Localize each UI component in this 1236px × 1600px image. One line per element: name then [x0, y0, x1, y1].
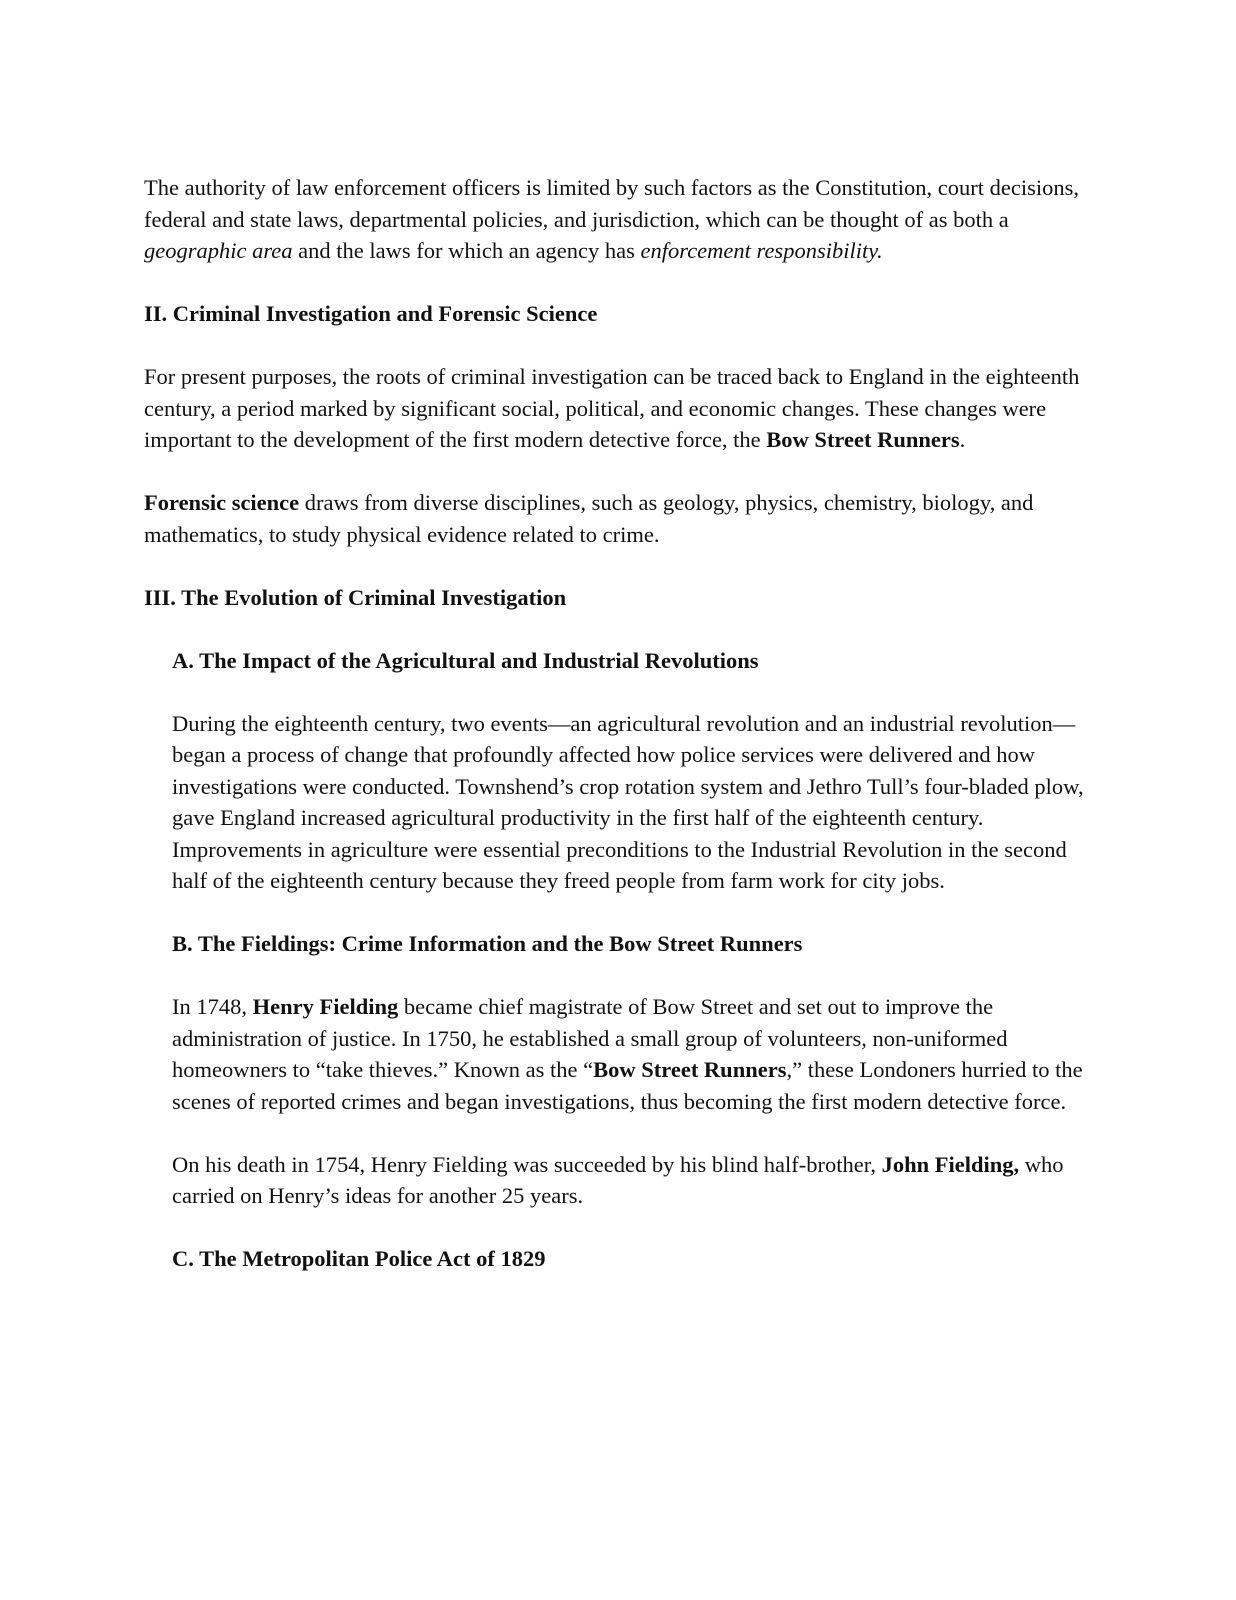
- bold-term-john-fielding: John Fielding,: [881, 1151, 1020, 1177]
- subsection-c: [144, 1243, 1104, 1275]
- bold-term-bow-street-runners: Bow Street Runners: [766, 427, 960, 452]
- text-run: For present purposes, the roots of criminal investigation can be traced back to England in the eighteenth century, a period marked by significant social, political, and economic changes. These changes were important to the development of the first modern detective force, the: [144, 364, 1080, 452]
- paragraph-john-fielding: [172, 1149, 1104, 1212]
- bold-term-henry-fielding: Henry Fielding: [252, 994, 399, 1019]
- emphasis-geographic-area: geographic area: [144, 238, 293, 263]
- subsection-heading-fieldings: B. The Fieldings: Crime Information and the Bow Street Runners: [172, 931, 803, 956]
- paragraph-roots-of-investigation: [144, 361, 1104, 456]
- paragraph-revolutions: During the eighteenth century, two events—an agricultural revolution and an industrial revolution—began a process of change that profoundly affected how police services were delivered and how investigations were conducted. Townshend’s crop rotation system and Jethro Tull’s four-bladed plow, gave England increased agricultural productivity in the first half of the eighteenth century. Improvements in agriculture were essential preconditions to the Industrial Revolution in the second half of the eighteenth century because they freed people from farm work for city jobs.: [172, 710, 1084, 893]
- paragraph-forensic-science: [144, 487, 1104, 550]
- document-page: [144, 172, 1104, 1306]
- emphasis-enforcement-responsibility: enforcement responsibility.: [640, 238, 883, 263]
- text-run: became chief magistrate of Bow Street and set out to improve the administration of justice. In 1750, he established a small group of volunteers, non-uniformed homeowners to “take thieves.” Known as the “: [172, 994, 1008, 1082]
- subsection-b: [144, 928, 1104, 1212]
- text-run: The authority of law enforcement officers is limited by such factors as the Constitution, court decisions, federal and state laws, departmental policies, and jurisdiction, which can be thought of as both a: [144, 175, 1079, 232]
- subsection-heading-metropolitan-police-act: C. The Metropolitan Police Act of 1829: [172, 1246, 546, 1271]
- section-heading-evolution: III. The Evolution of Criminal Investigation: [144, 584, 567, 610]
- paragraph-henry-fielding: [172, 991, 1104, 1117]
- subsection-a: [144, 645, 1104, 897]
- intro-paragraph: [144, 172, 1104, 267]
- text-run: On his death in 1754, Henry Fielding was succeeded by his blind half-brother,: [172, 1151, 882, 1177]
- bold-term-bow-street-runners: Bow Street Runners: [593, 1057, 787, 1082]
- section-heading-criminal-investigation-forensic-science: II. Criminal Investigation and Forensic Science: [144, 301, 598, 326]
- text-run: draws from diverse disciplines, such as geology, physics, chemistry, biology, and mathematics, to study physical evidence related to crime.: [144, 490, 1034, 547]
- text-run: In 1748,: [172, 994, 253, 1019]
- text-run: .: [959, 427, 966, 452]
- bold-term-forensic-science: Forensic science: [144, 490, 300, 515]
- text-run: who carried on Henry’s ideas for another 25 years.: [172, 1151, 1064, 1208]
- subsection-heading-revolutions: A. The Impact of the Agricultural and Industrial Revolutions: [172, 647, 759, 673]
- text-run: and the laws for which an agency has: [292, 238, 641, 263]
- text-run: ,” these Londoners hurried to the scenes of reported crimes and began investigations, thus becoming the first modern detective force.: [172, 1057, 1083, 1114]
